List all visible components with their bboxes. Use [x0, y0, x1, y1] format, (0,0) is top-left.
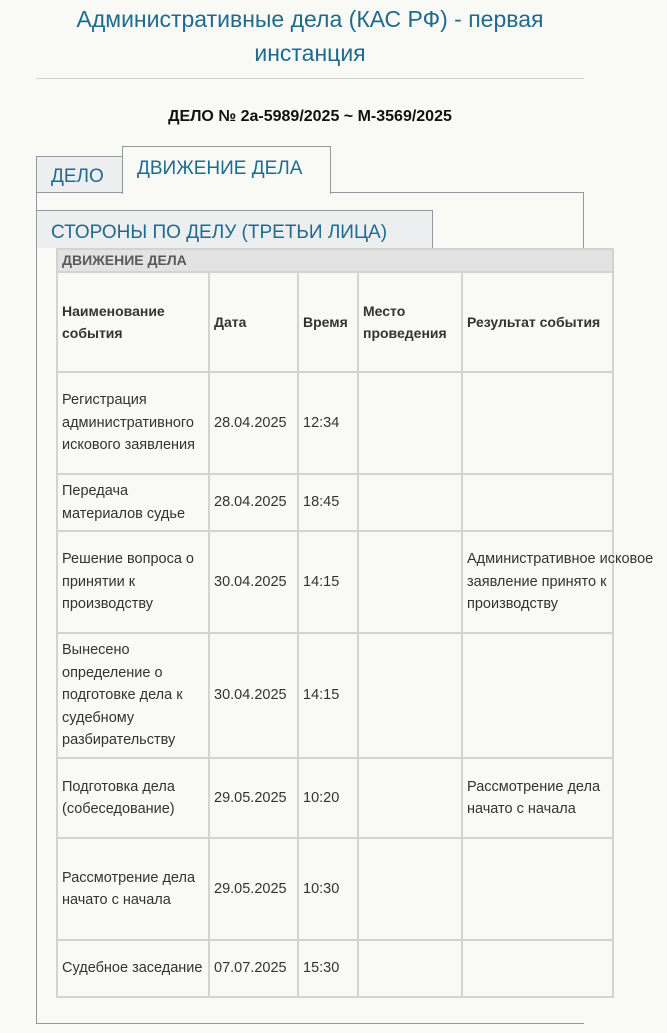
- column-header-event: Наименование события: [57, 272, 209, 372]
- table-row: [57, 758, 613, 838]
- column-header-row: [57, 272, 613, 372]
- event-time: 10:30: [298, 838, 358, 940]
- events-table-container: [56, 248, 654, 1000]
- event-place: [358, 838, 462, 940]
- event-time: 14:15: [298, 531, 358, 633]
- event-name: Передача материалов судье: [57, 474, 209, 531]
- event-date: 28.04.2025: [209, 372, 298, 474]
- event-name: Регистрация административного искового заявления: [57, 372, 209, 474]
- event-result: [462, 633, 613, 758]
- table-row: [57, 838, 613, 940]
- event-date: 30.04.2025: [209, 531, 298, 633]
- event-result: [462, 531, 654, 633]
- title-divider: [36, 78, 584, 79]
- events-table: [56, 248, 654, 998]
- event-place: [358, 633, 462, 758]
- event-result: Рассмотрение дела начато с начала: [462, 758, 613, 838]
- event-result: [462, 474, 613, 531]
- event-result: [462, 940, 613, 997]
- event-name: Судебное заседание: [57, 940, 209, 997]
- tab-case[interactable]: ДЕЛО: [36, 156, 123, 193]
- event-result: [462, 372, 613, 474]
- column-header-result: Результат события: [462, 272, 613, 372]
- tab-panel-border: [583, 192, 584, 248]
- event-name: Подготовка дела (собеседование): [57, 758, 209, 838]
- event-date: 29.05.2025: [209, 758, 298, 838]
- table-row: [57, 633, 613, 758]
- column-header-place: Место проведения: [358, 272, 462, 372]
- event-place: [358, 474, 462, 531]
- event-name: Вынесено определение о подготовке дела к судебному разбирательству: [57, 633, 209, 758]
- table-row: [57, 940, 613, 997]
- event-result: [462, 838, 613, 940]
- event-result-text: Административное исковое заявление принято к производству: [467, 551, 654, 613]
- table-row: [57, 474, 613, 531]
- event-date: 28.04.2025: [209, 474, 298, 531]
- event-place: [358, 531, 462, 633]
- event-time: 14:15: [298, 633, 358, 758]
- column-header-time: Время: [298, 272, 358, 372]
- event-time: 12:34: [298, 372, 358, 474]
- event-date: 29.05.2025: [209, 838, 298, 940]
- event-date: 07.07.2025: [209, 940, 298, 997]
- event-time: 10:20: [298, 758, 358, 838]
- event-date: 30.04.2025: [209, 633, 298, 758]
- event-place: [358, 372, 462, 474]
- table-row: [57, 531, 613, 633]
- event-time: 18:45: [298, 474, 358, 531]
- event-place: [358, 940, 462, 997]
- tab-parties[interactable]: СТОРОНЫ ПО ДЕЛУ (ТРЕТЬИ ЛИЦА): [36, 210, 433, 248]
- event-name: Решение вопроса о принятии к производству: [57, 531, 209, 633]
- event-name: Рассмотрение дела начато с начала: [57, 838, 209, 940]
- event-place: [358, 758, 462, 838]
- event-time: 15:30: [298, 940, 358, 997]
- section-title: ДВИЖЕНИЕ ДЕЛА: [57, 249, 613, 272]
- page-title: Административные дела (КАС РФ) - первая инстанция: [76, 6, 544, 66]
- column-header-date: Дата: [209, 272, 298, 372]
- section-header-row: [57, 249, 613, 272]
- table-row: [57, 372, 613, 474]
- tab-case-movement[interactable]: ДВИЖЕНИЕ ДЕЛА: [122, 146, 331, 194]
- case-number: ДЕЛО № 2а-5989/2025 ~ М-3569/2025: [168, 108, 452, 125]
